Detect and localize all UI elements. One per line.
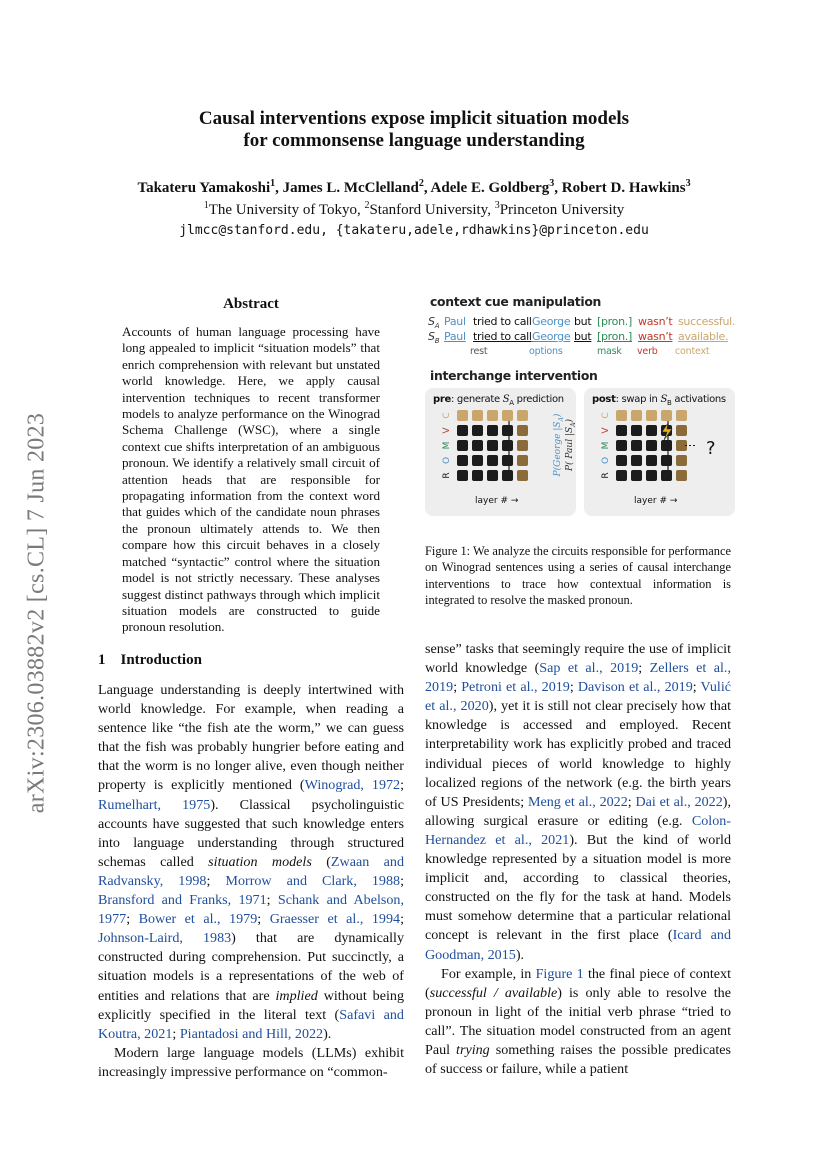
role-mask: mask	[597, 346, 622, 357]
activation-cell	[646, 425, 657, 436]
word-wasnt: wasn’t	[638, 315, 673, 328]
activation-cell	[487, 470, 498, 481]
activation-cell	[646, 455, 657, 466]
paragraph: sense” tasks that seemingly require the use of implicit world knowledge (Sap et al., 2019; Zellers et al., 2019; Petroni et al., 2019; Davison et al., 2019; Vulić et al., 2020), yet it is still not clear precisely how that knowledge is accessed and employed. Recent interpretability work has explicitly probed and traced individual pieces of world knowledge to highly localized regions of the network (e.g. the birth years of US Presidents; Meng et al., 2022; Dai et al., 2022), allowing surgical erasure or editing (e.g. Colon-Hernandez et al., 2021). But the kind of world knowledge represented by a situation model is more implicit and, according to classical theories, constructed on the fly for the task at hand. Models must somehow determine that a particular relational concept is relevant in the first place (Icard and Goodman, 2015).	[425, 641, 732, 963]
affil-mark: 1	[203, 200, 209, 211]
activation-cell	[472, 455, 483, 466]
citation-link[interactable]: Colon-Hernandez et al., 2021	[425, 812, 731, 848]
citation-link[interactable]: Zwaan and Radvansky, 1998	[98, 853, 405, 889]
activation-cell	[676, 410, 687, 421]
citation-link[interactable]: Winograd, 1972	[304, 777, 401, 794]
figure-heading-interchange: interchange intervention	[430, 368, 598, 383]
citation-link[interactable]: Petroni et al., 2019	[461, 679, 570, 696]
word-but: but	[574, 315, 592, 328]
paragraph: Language understanding is deeply intertwined with world knowledge. For example, when reading a sentence like “the fish ate the worm,” we can guess that the fish was probably hungrier before eating and that the worm is no longer alive, even though neither property is explicitly mentioned (Winograd, 1972; Rumelhart, 1975). Classical psycholinguistic accounts have suggested that such knowledge enters into language understanding through structured schemas called situation models (Zwaan and Radvansky, 1998; Morrow and Clark, 1988; Bransford and Franks, 1971; Schank and Abelson, 1977; Bower et al., 1979; Graesser et al., 1994; Johnson-Laird, 1983) that are dynamically constructed during comprehension. Put succinctly, a situation models is a representations of the web of entities and relations that are implied without being explicitly specified in the literal text (Safavi and Koutra, 2021; Piantadosi and Hill, 2022).	[98, 682, 405, 1042]
citation-link[interactable]: Dai et al., 2022	[635, 793, 723, 810]
word-george: George	[532, 315, 571, 328]
activation-cell	[502, 440, 513, 451]
emphasis: trying	[456, 1041, 490, 1058]
interchange-diagram	[425, 388, 735, 522]
activation-cell	[517, 440, 528, 451]
author-name: James L. McClelland	[282, 180, 419, 196]
activation-cell	[676, 455, 687, 466]
activation-cell	[616, 470, 627, 481]
token-label: V	[601, 427, 611, 434]
activation-cell	[661, 470, 672, 481]
word-context: available.	[678, 330, 729, 343]
title-line-1: Causal interventions expose implicit situation models	[198, 108, 630, 129]
activation-cell	[661, 455, 672, 466]
citation-link[interactable]: Johnson-Laird, 1983	[98, 930, 232, 947]
section-number: 1	[98, 652, 106, 668]
prob-label-paul: P( Paul $|S_A$)	[565, 418, 577, 472]
author-emails[interactable]: jlmcc@stanford.edu, {takateru,adele,rdhawkins}@princeton.edu	[179, 223, 649, 238]
arxiv-identifier: arXiv:2306.03882v2 [cs.CL] 7 Jun 2023	[23, 412, 50, 814]
pre-axis-label: layer # →	[475, 496, 519, 506]
sentence-label: $S_A$	[428, 315, 440, 331]
activation-cell	[646, 410, 657, 421]
activation-cell	[646, 440, 657, 451]
activation-cell	[502, 470, 513, 481]
author-name: Robert D. Hawkins	[561, 180, 686, 196]
paragraph: Modern large language models (LLMs) exhibit increasingly impressive performance on “common-	[98, 1044, 404, 1080]
role-options: options	[529, 346, 563, 357]
prob-label-george: P(George $|S_A$)	[553, 413, 565, 477]
activation-cell	[676, 470, 687, 481]
activation-cell	[616, 425, 627, 436]
question-mark: ?	[706, 438, 716, 459]
author-name: Adele E. Goldberg	[430, 180, 550, 196]
author-mark: 1	[270, 178, 276, 189]
activation-cell	[646, 470, 657, 481]
affil-mark: 2	[364, 200, 370, 211]
citation-link[interactable]: Figure 1	[535, 965, 584, 982]
word-but: but	[574, 330, 592, 343]
word-pronoun: [pron.]	[597, 315, 632, 328]
activation-cell	[457, 470, 468, 481]
word-context: successful.	[678, 315, 736, 328]
citation-link[interactable]: Davison et al., 2019	[577, 679, 693, 696]
right-column-text	[425, 640, 731, 1079]
token-label: M	[601, 441, 611, 450]
citation-link[interactable]: Safavi and Koutra, 2021	[98, 1006, 404, 1042]
word-pronoun: [pron.]	[597, 330, 632, 343]
title-line-2: for commonsense language understanding	[243, 130, 585, 151]
figure-caption: Figure 1: We analyze the circuits responsible for performance on Winograd sentences using a series of causal interchange interventions to trace how contextual information is integrated to resolve the masked pronoun.	[425, 544, 731, 608]
section-heading	[98, 652, 202, 669]
citation-link[interactable]: Schank and Abelson, 1977	[98, 892, 404, 928]
affil-name: The University of Tokyo	[208, 202, 357, 218]
author-name: Takateru Yamakoshi	[137, 180, 271, 196]
author-mark: 3	[549, 178, 555, 189]
activation-cell	[517, 455, 528, 466]
citation-link[interactable]: Vulić et al., 2020	[425, 679, 732, 715]
citation-link[interactable]: Graesser et al., 1994	[269, 911, 401, 928]
activation-cell	[661, 440, 672, 451]
activation-cell	[472, 410, 483, 421]
activation-cell	[631, 455, 642, 466]
affil-name: Princeton University	[499, 202, 625, 218]
token-label: R	[601, 472, 611, 479]
activation-cell	[457, 425, 468, 436]
activation-cell	[457, 440, 468, 451]
word-george: George	[532, 330, 571, 343]
section-title: Introduction	[120, 652, 202, 668]
activation-cell	[487, 455, 498, 466]
emphasis: implied	[275, 987, 318, 1004]
paper-title	[100, 108, 728, 152]
activation-cell	[631, 470, 642, 481]
activation-cell	[502, 455, 513, 466]
emphasis: situation models	[208, 853, 312, 870]
author-mark: 2	[418, 178, 424, 189]
activation-cell	[676, 425, 687, 436]
left-column-text	[98, 681, 404, 1082]
token-label: C	[442, 412, 452, 419]
citation-link[interactable]: Meng et al., 2022	[527, 793, 628, 810]
citation-link[interactable]: Piantadosi and Hill, 2022	[179, 1025, 324, 1042]
word-paul: Paul	[444, 330, 466, 343]
citation-link[interactable]: Zellers et al., 2019	[425, 660, 731, 696]
citation-link[interactable]: Bower et al., 1979	[138, 911, 258, 928]
activation-cell	[457, 455, 468, 466]
figure-heading-context: context cue manipulation	[430, 294, 602, 309]
figure-1	[425, 292, 735, 524]
citation-link[interactable]: Sap et al., 2019	[539, 660, 639, 677]
citation-link[interactable]: Bransford and Franks, 1971	[98, 892, 267, 909]
affil-name: Stanford University	[369, 202, 488, 218]
sentence-label: $S_B$	[428, 330, 440, 346]
post-axis-label: layer # →	[634, 496, 678, 506]
activation-cell	[457, 410, 468, 421]
citation-link[interactable]: Morrow and Clark, 1988	[225, 872, 401, 889]
activation-cell	[661, 410, 672, 421]
activation-cell	[487, 410, 498, 421]
activation-cell	[631, 410, 642, 421]
activation-cell	[487, 440, 498, 451]
abstract-heading: Abstract	[223, 296, 279, 312]
word-wasnt: wasn’t	[638, 330, 673, 343]
word-verb-phrase: tried to call	[473, 315, 532, 328]
author-mark: 3	[685, 178, 691, 189]
activation-cell	[502, 410, 513, 421]
affiliations: $^1$The University of Tokyo, $^2$Stanford University, $^3$Princeton University	[203, 200, 625, 218]
activation-cell	[631, 440, 642, 451]
activation-cell	[472, 425, 483, 436]
emphasis: successful / available	[429, 984, 558, 1001]
paragraph: For example, in Figure 1 the final piece of context (successful / available) is only able to resolve the pronoun in light of the initial verb phrase “tried to call”. The situation model constructed from an agent Paul trying something raises the possible predicates of success or failure, while a patient	[425, 965, 731, 1078]
affil-mark: 3	[494, 200, 500, 211]
activation-cell	[616, 440, 627, 451]
token-label: M	[442, 441, 452, 450]
role-context: context	[675, 346, 710, 357]
token-label: O	[601, 456, 611, 465]
pre-panel-title: pre: generate $S_A$ prediction	[433, 394, 564, 407]
citation-link[interactable]: Icard and Goodman, 2015	[425, 927, 732, 963]
abstract-text: Accounts of human language processing have long appealed to implicit “situation models” that enrich comprehension with relevant but unstated world knowledge. Here, we apply causal intervention techniques to recent transformer models to analyze performance on the Winograd Schema Challenge (WSC), where a single context cue shifts interpretation of an ambiguous pronoun. We identify a relatively small circuit of attention heads that are responsible for propagating information from the context word that guides which of the candidate noun phrases the pronoun ultimately attends to. We then compare how this circuit behaves in a closely matched “syntactic” control where the situation model is not strictly necessary. These analyses suggest distinct pathways through which implicit situation models are constructed to guide pronoun resolution.	[122, 324, 380, 635]
word-paul: Paul	[444, 315, 466, 328]
role-rest: rest	[470, 346, 488, 357]
activation-cell	[517, 425, 528, 436]
activation-cell	[502, 425, 513, 436]
activation-cell	[631, 425, 642, 436]
token-label: C	[601, 412, 611, 419]
post-panel-title: post: swap in $S_B$ activations	[592, 394, 726, 407]
author-list: Takateru Yamakoshi$^1$, James L. McClelland$^2$, Adele E. Goldberg$^3$, Robert D. Hawkins$^3$	[137, 178, 691, 196]
token-label: O	[442, 456, 452, 465]
activation-cell	[517, 470, 528, 481]
activation-cell	[616, 455, 627, 466]
role-verb: verb	[637, 346, 658, 357]
activation-cell	[487, 425, 498, 436]
activation-cell	[472, 470, 483, 481]
activation-cell	[472, 440, 483, 451]
activation-cell	[616, 410, 627, 421]
citation-link[interactable]: Rumelhart, 1975	[98, 796, 211, 813]
token-label: V	[442, 427, 452, 434]
activation-cell	[517, 410, 528, 421]
token-label: R	[442, 472, 452, 479]
word-verb-phrase: tried to call	[473, 330, 532, 343]
